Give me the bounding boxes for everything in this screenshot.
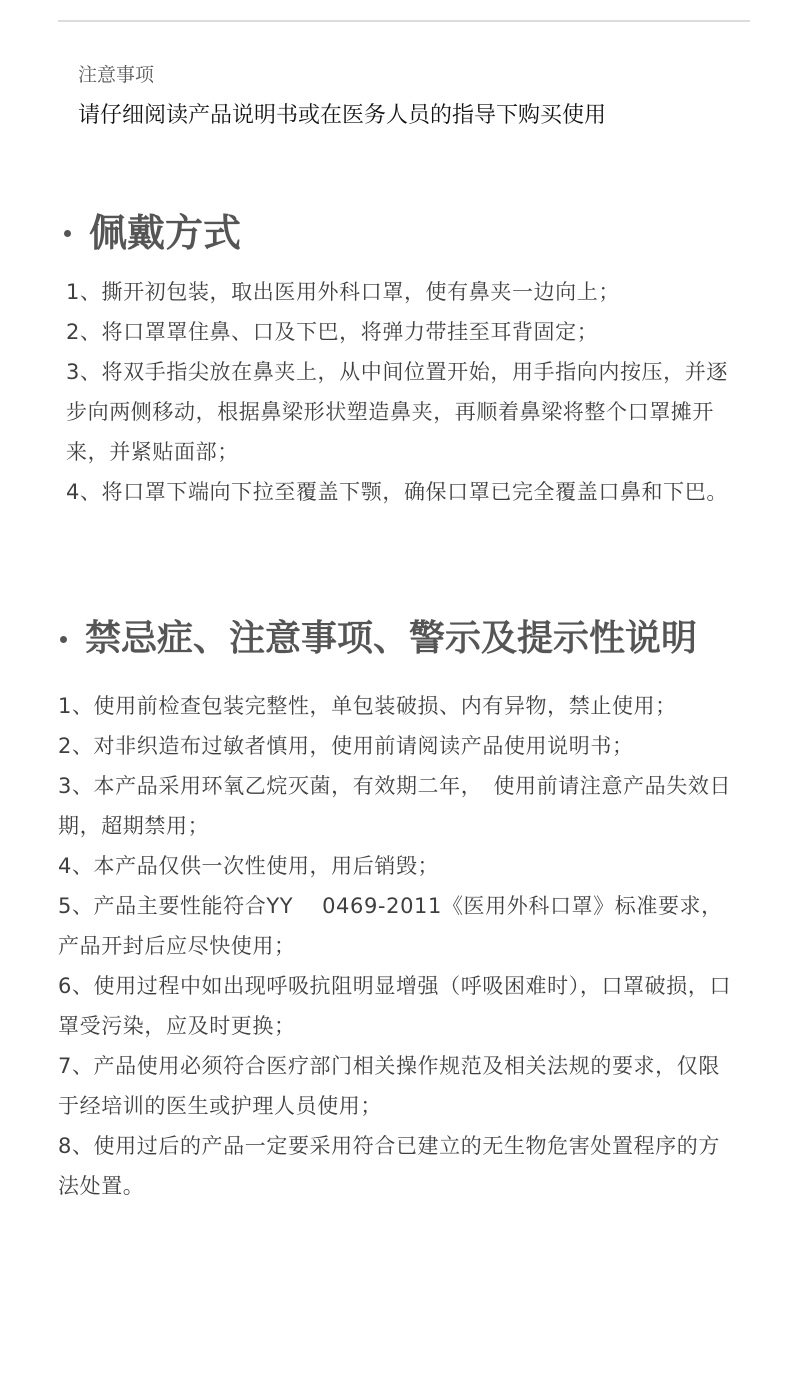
contraindication-item: 2、对非织造布过敏者慎用，使用前请阅读产品使用说明书； xyxy=(58,734,634,758)
notice-label: 注意事项 xyxy=(78,64,155,86)
wear-step: 3、将双手指尖放在鼻夹上，从中间位置开始，用手指向内按压，并逐步向两侧移动，根据鼻梁形状塑造鼻夹，再顺着鼻梁将整个口罩摊开来，并紧贴面部； xyxy=(66,360,728,464)
wear-step: 2、将口罩罩住鼻、口及下巴，将弹力带挂至耳背固定； xyxy=(66,320,599,344)
contraindication-item: 7、产品使用必须符合医疗部门相关操作规范及相关法规的要求，仅限于经培训的医生或护理人员使用； xyxy=(58,1054,720,1118)
contraindication-item: 5、产品主要性能符合YY 0469-2011《医用外科口罩》标准要求，产品开封后应尽快使用； xyxy=(58,894,723,958)
bullet-dot-icon xyxy=(64,230,71,237)
wear-method-heading xyxy=(64,208,241,258)
contraindications-heading xyxy=(60,614,697,664)
contraindication-item: 1、使用前检查包装完整性，单包装破损、内有异物，禁止使用； xyxy=(58,694,677,718)
bullet-dot-icon xyxy=(60,636,67,643)
wear-step: 1、撕开初包装，取出医用外科口罩，使有鼻夹一边向上； xyxy=(66,280,620,304)
contraindications-list xyxy=(58,686,734,1206)
wear-step: 4、将口罩下端向下拉至覆盖下颚，确保口罩已完全覆盖口鼻和下巴。 xyxy=(66,480,728,504)
contraindications-title: 禁忌症、注意事项、警示及提示性说明 xyxy=(85,618,698,659)
contraindication-item: 4、本产品仅供一次性使用，用后销毁； xyxy=(58,854,440,878)
contraindication-item: 8、使用过后的产品一定要采用符合已建立的无生物危害处置程序的方法处置。 xyxy=(58,1134,720,1198)
wear-method-list xyxy=(66,272,734,512)
contraindication-item: 3、本产品采用环氧乙烷灭菌，有效期二年， 使用前请注意产品失效日期，超期禁用； xyxy=(58,774,732,838)
top-divider xyxy=(58,20,750,22)
wear-method-title: 佩戴方式 xyxy=(89,211,242,255)
contraindication-item: 6、使用过程中如出现呼吸抗阻明显增强（呼吸困难时），口罩破损，口罩受污染，应及时更换； xyxy=(58,974,732,1038)
notice-text: 请仔细阅读产品说明书或在医务人员的指导下购买使用 xyxy=(78,103,607,128)
